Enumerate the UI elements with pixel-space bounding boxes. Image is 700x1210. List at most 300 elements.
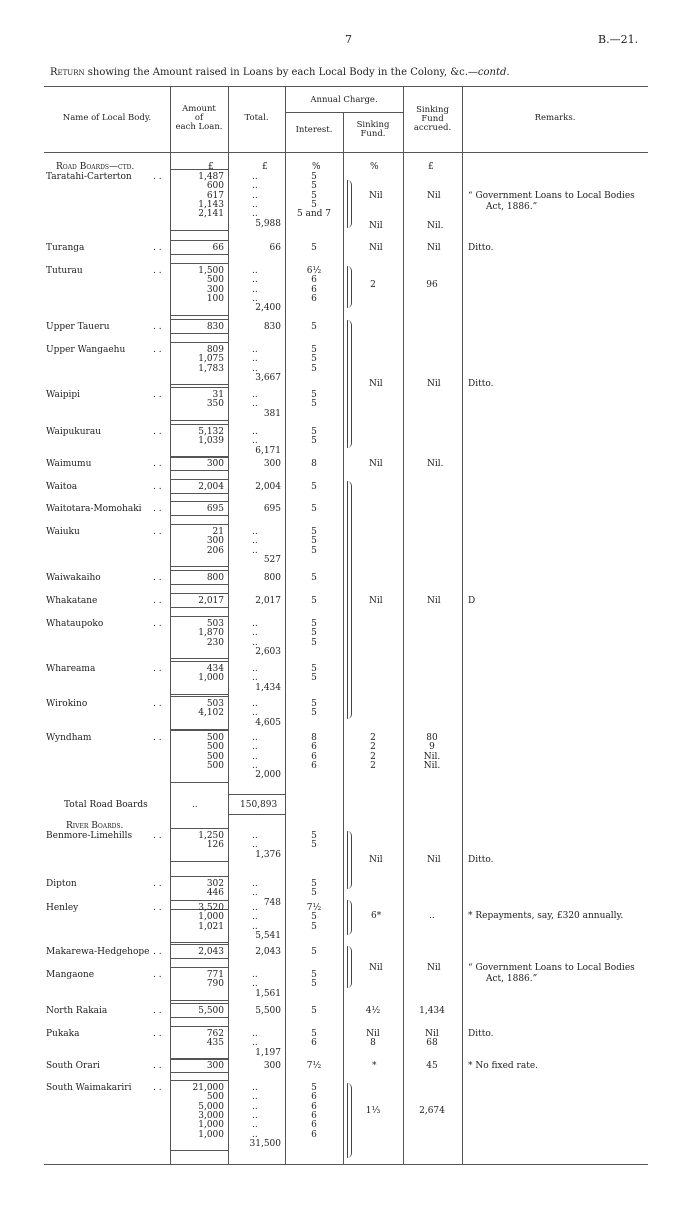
local-body-name: Waitotara-Momohaki xyxy=(46,504,142,514)
local-body-name: Upper Wangaehu xyxy=(46,345,126,355)
local-body-name: Wyndham xyxy=(46,733,92,743)
interest-rate: 5 xyxy=(311,840,317,851)
interest-rate: 5 xyxy=(311,947,317,957)
cell-rule xyxy=(170,566,228,567)
table-bottom-rule xyxy=(44,1164,648,1165)
loan-amount: 3,520 xyxy=(198,903,224,913)
local-body-name: Tuturau xyxy=(46,266,83,276)
loan-total: 3,667 xyxy=(255,372,281,383)
local-body-name: Dipton xyxy=(46,879,77,889)
local-body-name: South Orari xyxy=(46,1061,100,1071)
accrued-group: Nil. xyxy=(427,459,444,469)
loan-total: 1,434 xyxy=(255,682,281,693)
leader-dots: .. xyxy=(252,354,258,365)
sinking-group: 6* xyxy=(371,911,382,921)
loan-total: 300 xyxy=(263,1061,281,1071)
loan-amount: 2,004 xyxy=(198,482,224,492)
interest-rate: 5 xyxy=(311,354,317,365)
leader-dots: .. xyxy=(252,742,258,753)
page-number: 7 xyxy=(345,33,352,46)
leader-dots: .. xyxy=(252,399,258,410)
leader-dots: .. xyxy=(252,536,258,547)
interest-rate: 5 xyxy=(311,399,317,410)
cell-rule xyxy=(170,730,228,731)
sinking-accrued: 80 xyxy=(426,733,438,743)
cell-rule xyxy=(170,900,228,901)
cell-rule xyxy=(170,658,228,659)
loan-total: 31,500 xyxy=(249,1138,281,1149)
sinking-group: Nil xyxy=(369,963,383,973)
sinking-group: Nil xyxy=(369,221,383,231)
loan-amount: 1,870 xyxy=(198,628,224,639)
loan-amount: 2,043 xyxy=(198,947,224,957)
local-body-name: Upper Taueru xyxy=(46,322,110,332)
cell-rule xyxy=(170,958,228,959)
leader-dots: . . xyxy=(153,699,162,709)
total-bottom-rule xyxy=(228,814,285,815)
interest-rate: 5 xyxy=(311,536,317,547)
interest-rate: 5 xyxy=(311,673,317,684)
loan-amount: 500 xyxy=(206,751,224,762)
loan-amount: 1,250 xyxy=(198,831,224,841)
loan-amount: 771 xyxy=(206,970,224,980)
cell-rule xyxy=(170,661,228,662)
loan-total: 6,171 xyxy=(255,445,281,456)
leader-dots: .. xyxy=(252,181,258,192)
loan-amount: 3,000 xyxy=(198,1110,224,1121)
interest-rate: 6 xyxy=(311,742,317,753)
sinking-rate: Nil xyxy=(366,1029,380,1039)
loan-total: 5,500 xyxy=(255,1006,281,1016)
unit-accrued: £ xyxy=(428,162,434,172)
leader-dots: .. xyxy=(252,1120,258,1131)
sinking-accrued: 45 xyxy=(426,1061,438,1071)
section-river-boards: River Boards. xyxy=(66,821,124,831)
interest-rate: 5 xyxy=(311,199,317,210)
leader-dots: .. xyxy=(252,708,258,719)
local-body-name: Turanga xyxy=(46,243,85,253)
loan-total: 2,400 xyxy=(255,303,281,314)
local-body-name: Pukaka xyxy=(46,1029,80,1039)
cell-rule xyxy=(170,254,228,255)
leader-dots: . . xyxy=(153,903,162,913)
sinking-group: Nil xyxy=(369,379,383,389)
interest-rate: 5 xyxy=(311,1029,317,1039)
interest-rate: 5 xyxy=(311,921,317,932)
cell-rule xyxy=(170,1003,228,1004)
cell-rule xyxy=(170,515,228,516)
leader-dots: .. xyxy=(252,673,258,684)
cell-rule xyxy=(170,1058,228,1059)
col-header-interest: Interest. xyxy=(295,125,333,135)
cell-rule xyxy=(170,333,228,334)
loan-total: 381 xyxy=(263,408,281,419)
remark: “ Government Loans to Local Bodies xyxy=(468,963,635,973)
cell-rule xyxy=(170,169,228,170)
interest-rate: 5 xyxy=(311,322,317,332)
local-body-name: Whakatane xyxy=(46,596,98,606)
loan-amount: 434 xyxy=(206,664,224,674)
local-body-name: Wirokino xyxy=(46,699,88,709)
loan-total: 2,603 xyxy=(255,646,281,657)
interest-rate: 5 xyxy=(311,545,317,556)
loan-amount: 800 xyxy=(206,573,224,583)
interest-rate: 5 xyxy=(311,979,317,990)
loan-amount: 300 xyxy=(206,284,224,295)
loan-total: 695 xyxy=(263,504,281,514)
total-road-boards-label: Total Road Boards xyxy=(64,800,148,810)
cell-rule xyxy=(170,1080,228,1081)
interest-rate: 5 and 7 xyxy=(296,209,332,220)
loan-total: 300 xyxy=(263,459,281,469)
cell-rule xyxy=(170,230,228,231)
col-divider xyxy=(462,86,463,1164)
remark: Ditto. xyxy=(468,243,494,253)
loan-amount: 503 xyxy=(206,619,224,629)
leader-dots: . . xyxy=(153,1029,162,1039)
accrued-group: Nil xyxy=(427,596,441,606)
col-header-remarks: Remarks. xyxy=(534,113,576,123)
interest-rate: 8 xyxy=(311,733,317,743)
leader-dots: .. xyxy=(252,545,258,556)
sinking-group: Nil xyxy=(369,855,383,865)
leader-dots: . . xyxy=(153,970,162,980)
cell-rule xyxy=(170,616,228,617)
title-rest: showing the Amount raised in Loans by each Local Body in the Colony, &c.— xyxy=(87,67,478,78)
local-body-name: North Rakaia xyxy=(46,1006,108,1016)
sinking-accrued: 1,434 xyxy=(419,1006,445,1016)
table-title xyxy=(50,67,510,78)
loan-amount: 5,132 xyxy=(198,427,224,437)
cell-rule xyxy=(170,387,228,388)
leader-dots: .. xyxy=(252,199,258,210)
interest-rate: 6 xyxy=(311,760,317,771)
total-top-rule xyxy=(228,794,285,795)
interest-rate: 6 xyxy=(311,1092,317,1103)
cell-rule xyxy=(170,524,228,525)
accrued-group: Nil xyxy=(427,379,441,389)
cell-rule xyxy=(170,456,228,457)
sinking-accrued: 9 xyxy=(429,742,435,753)
sinking-group: Nil xyxy=(369,596,383,606)
total-road-boards-value: 150,893 xyxy=(240,800,278,810)
title-contd: contd. xyxy=(477,67,510,78)
accrued-group: Nil xyxy=(427,243,441,253)
loan-amount: 762 xyxy=(206,1029,224,1039)
leader-dots: . . xyxy=(153,664,162,674)
loan-amount: 4,102 xyxy=(198,708,224,719)
local-body-name: Benmore-Limehills xyxy=(46,831,133,841)
group-brace xyxy=(347,481,352,719)
local-body-name: Henley xyxy=(46,903,79,913)
leader-dots: . . xyxy=(153,427,162,437)
col-divider xyxy=(228,86,229,1164)
loan-total: 1,561 xyxy=(255,988,281,999)
interest-rate: 5 xyxy=(311,427,317,437)
leader-dots: .. xyxy=(252,190,258,201)
loan-total: 5,541 xyxy=(255,930,281,941)
leader-dots: .. xyxy=(252,921,258,932)
leader-dots: .. xyxy=(252,363,258,374)
leader-dots: .. xyxy=(252,979,258,990)
loan-amount: 1,000 xyxy=(198,1120,224,1131)
leader-dots: .. xyxy=(252,879,258,889)
sinking-accrued: Nil. xyxy=(423,760,441,771)
col-header-total: Total. xyxy=(244,113,269,123)
leader-dots: .. xyxy=(252,1129,258,1140)
cell-rule xyxy=(170,384,228,385)
group-brace xyxy=(347,900,352,935)
loan-amount: 350 xyxy=(206,399,224,410)
loan-amount: 300 xyxy=(206,1061,224,1071)
sinking-rate: 4½ xyxy=(365,1006,381,1016)
leader-dots: .. xyxy=(252,209,258,220)
interest-rate: 5 xyxy=(311,699,317,709)
leader-dots: .. xyxy=(252,619,258,629)
local-body-name: Waipipi xyxy=(46,390,80,400)
loan-amount: 1,000 xyxy=(198,673,224,684)
leader-dots: .. xyxy=(252,1083,258,1093)
accrued-group: Nil xyxy=(427,963,441,973)
cell-rule xyxy=(170,1059,228,1060)
col-divider xyxy=(343,112,344,1164)
leader-dots: .. xyxy=(252,390,258,400)
unit-sinking: % xyxy=(370,162,379,172)
annual-charge-rule xyxy=(285,112,403,113)
loan-total: 2,043 xyxy=(255,947,281,957)
accrued-group: .. xyxy=(429,911,435,921)
local-body-name: Waiuku xyxy=(46,527,80,537)
cell-rule xyxy=(170,479,228,480)
leader-dots: .. xyxy=(252,628,258,639)
local-body-name: Whataupoko xyxy=(46,619,104,629)
cell-rule xyxy=(170,1000,228,1001)
leader-dots: .. xyxy=(252,733,258,743)
cell-rule xyxy=(170,1026,228,1027)
interest-rate: 5 xyxy=(311,708,317,719)
leader-dots: .. xyxy=(252,760,258,771)
interest-rate: 6 xyxy=(311,284,317,295)
interest-rate: 5 xyxy=(311,664,317,674)
unit-total: £ xyxy=(262,162,268,172)
loan-amount: 500 xyxy=(206,1092,224,1103)
loan-amount: 100 xyxy=(206,293,224,304)
sinking-rate: 8 xyxy=(370,1038,376,1049)
loan-total: 527 xyxy=(263,554,281,565)
sinking-rate: 2 xyxy=(370,742,376,753)
document-reference: B.—21. xyxy=(598,33,639,46)
interest-rate: 6 xyxy=(311,1120,317,1131)
loan-total: 5,988 xyxy=(255,218,281,229)
sinking-group: Nil xyxy=(369,459,383,469)
total-road-boards-amount: .. xyxy=(192,800,198,810)
cell-rule xyxy=(170,420,228,421)
col-divider xyxy=(285,86,286,1164)
cell-rule xyxy=(170,501,228,502)
header-bottom-rule xyxy=(44,152,648,153)
interest-rate: 5 xyxy=(311,345,317,355)
loan-total: 748 xyxy=(263,897,281,908)
loan-amount: 503 xyxy=(206,699,224,709)
interest-rate: 5 xyxy=(311,619,317,629)
loan-total: 2,017 xyxy=(255,596,281,606)
loan-amount: 5,000 xyxy=(198,1101,224,1112)
local-body-name: Waiwakaiho xyxy=(46,573,101,583)
cell-rule xyxy=(170,782,228,783)
interest-rate: 6 xyxy=(311,1101,317,1112)
leader-dots: . . xyxy=(153,573,162,583)
cell-rule xyxy=(170,424,228,425)
sinking-rate: 2 xyxy=(370,751,376,762)
remark: Act, 1886.” xyxy=(486,974,538,984)
leader-dots: . . xyxy=(153,390,162,400)
interest-rate: 6 xyxy=(311,275,317,286)
loan-total: 66 xyxy=(269,243,281,253)
sinking-rate: 2 xyxy=(370,760,376,771)
interest-rate: 5 xyxy=(311,436,317,447)
interest-rate: 5 xyxy=(311,573,317,583)
cell-rule xyxy=(170,696,228,697)
leader-dots: . . xyxy=(153,172,162,182)
leader-dots: . . xyxy=(153,1006,162,1016)
col-divider xyxy=(403,86,404,1164)
leader-dots: .. xyxy=(252,266,258,276)
unit-interest: % xyxy=(312,162,321,172)
local-body-name: Taratahi-Carterton xyxy=(46,172,132,182)
interest-rate: 6½ xyxy=(306,266,322,276)
interest-rate: 6 xyxy=(311,751,317,762)
cell-rule xyxy=(170,315,228,316)
interest-rate: 5 xyxy=(311,190,317,201)
accrued-group: Nil xyxy=(427,191,441,201)
leader-dots: .. xyxy=(252,527,258,537)
loan-amount: 1,021 xyxy=(198,921,224,932)
interest-rate: 8 xyxy=(311,459,317,469)
unit-amount: £ xyxy=(208,162,214,172)
leader-dots: .. xyxy=(252,284,258,295)
leader-dots: . . xyxy=(153,1061,162,1071)
local-body-name: Makarewa-Hedgehope xyxy=(46,947,150,957)
loan-amount: 2,141 xyxy=(198,209,224,220)
cell-rule xyxy=(170,861,228,862)
group-brace xyxy=(347,320,352,448)
interest-rate: 5 xyxy=(311,596,317,606)
remark: Ditto. xyxy=(468,855,494,865)
group-brace xyxy=(347,1083,352,1158)
loan-total: 800 xyxy=(263,573,281,583)
loan-amount: 31 xyxy=(212,390,224,400)
loan-amount: 500 xyxy=(206,275,224,286)
leader-dots: . . xyxy=(153,619,162,629)
loan-amount: 5,500 xyxy=(198,1006,224,1016)
sinking-accrued: 2,674 xyxy=(419,1106,445,1117)
local-body-name: Waimumu xyxy=(46,459,92,469)
leader-dots: .. xyxy=(252,1101,258,1112)
loan-amount: 21,000 xyxy=(192,1083,224,1093)
interest-rate: 5 xyxy=(311,181,317,192)
interest-rate: 5 xyxy=(311,1083,317,1093)
leader-dots: .. xyxy=(252,427,258,437)
cell-rule xyxy=(170,1017,228,1018)
loan-amount: 66 xyxy=(212,243,224,253)
col-header-accrued: Sinking Fund accrued. xyxy=(413,105,452,133)
interest-rate: 5 xyxy=(311,912,317,923)
leader-dots: . . xyxy=(153,879,162,889)
cell-rule xyxy=(170,1072,228,1073)
leader-dots: . . xyxy=(153,482,162,492)
leader-dots: . . xyxy=(153,596,162,606)
loan-amount: 2,017 xyxy=(198,596,224,606)
local-body-name: Whareama xyxy=(46,664,96,674)
sinking-accrued: 96 xyxy=(426,279,438,290)
sinking-accrued: Nil xyxy=(425,1029,439,1039)
leader-dots: . . xyxy=(153,266,162,276)
leader-dots: .. xyxy=(252,172,258,182)
interest-rate: 7½ xyxy=(306,903,322,913)
leader-dots: .. xyxy=(252,903,258,913)
loan-amount: 500 xyxy=(206,760,224,771)
leader-dots: .. xyxy=(252,970,258,980)
leader-dots: . . xyxy=(153,504,162,514)
remark: D xyxy=(468,596,476,606)
accrued-group: Nil. xyxy=(427,221,444,231)
sinking-rate: 2 xyxy=(370,733,376,743)
leader-dots: .. xyxy=(252,751,258,762)
interest-rate: 5 xyxy=(311,888,317,899)
section-road-boards: Road Boards—ctd. xyxy=(56,162,135,172)
leader-dots: .. xyxy=(252,1110,258,1121)
remark: Act, 1886.” xyxy=(486,202,538,212)
loan-amount: 446 xyxy=(206,888,224,899)
sinking-group: Nil xyxy=(369,243,383,253)
local-body-name: South Waimakariri xyxy=(46,1083,132,1093)
interest-rate: 5 xyxy=(311,363,317,374)
col-header-amount: Amount of each Loan. xyxy=(175,104,223,132)
remark: Ditto. xyxy=(468,379,494,389)
loan-amount: 695 xyxy=(206,504,224,514)
interest-rate: 5 xyxy=(311,527,317,537)
col-header-sinking: Sinking Fund. xyxy=(356,120,390,139)
sinking-accrued: 68 xyxy=(426,1038,438,1049)
local-body-name: Waitoa xyxy=(46,482,78,492)
interest-rate: 5 xyxy=(311,1006,317,1016)
leader-dots: .. xyxy=(252,345,258,355)
cell-rule xyxy=(170,570,228,571)
interest-rate: 5 xyxy=(311,172,317,182)
cell-rule xyxy=(170,876,228,877)
loan-total: 2,000 xyxy=(255,770,281,781)
loan-amount: 21 xyxy=(212,527,224,537)
loan-amount: 1,487 xyxy=(198,172,224,182)
leader-dots: . . xyxy=(153,1083,162,1093)
loan-amount: 300 xyxy=(206,459,224,469)
cell-rule xyxy=(170,967,228,968)
leader-dots: .. xyxy=(252,699,258,709)
interest-rate: 7½ xyxy=(306,1061,322,1071)
loan-amount: 500 xyxy=(206,733,224,743)
loan-amount: 1,000 xyxy=(198,912,224,923)
loan-total: 2,004 xyxy=(255,482,281,492)
group-brace xyxy=(347,946,352,988)
loan-amount: 830 xyxy=(206,322,224,332)
group-brace xyxy=(347,831,352,889)
loan-amount: 1,075 xyxy=(198,354,224,365)
interest-rate: 5 xyxy=(311,970,317,980)
loan-total: 1,376 xyxy=(255,849,281,860)
col-header-name: Name of Local Body. xyxy=(62,113,152,123)
sinking-rate: 2 xyxy=(370,279,376,290)
leader-dots: .. xyxy=(252,840,258,851)
